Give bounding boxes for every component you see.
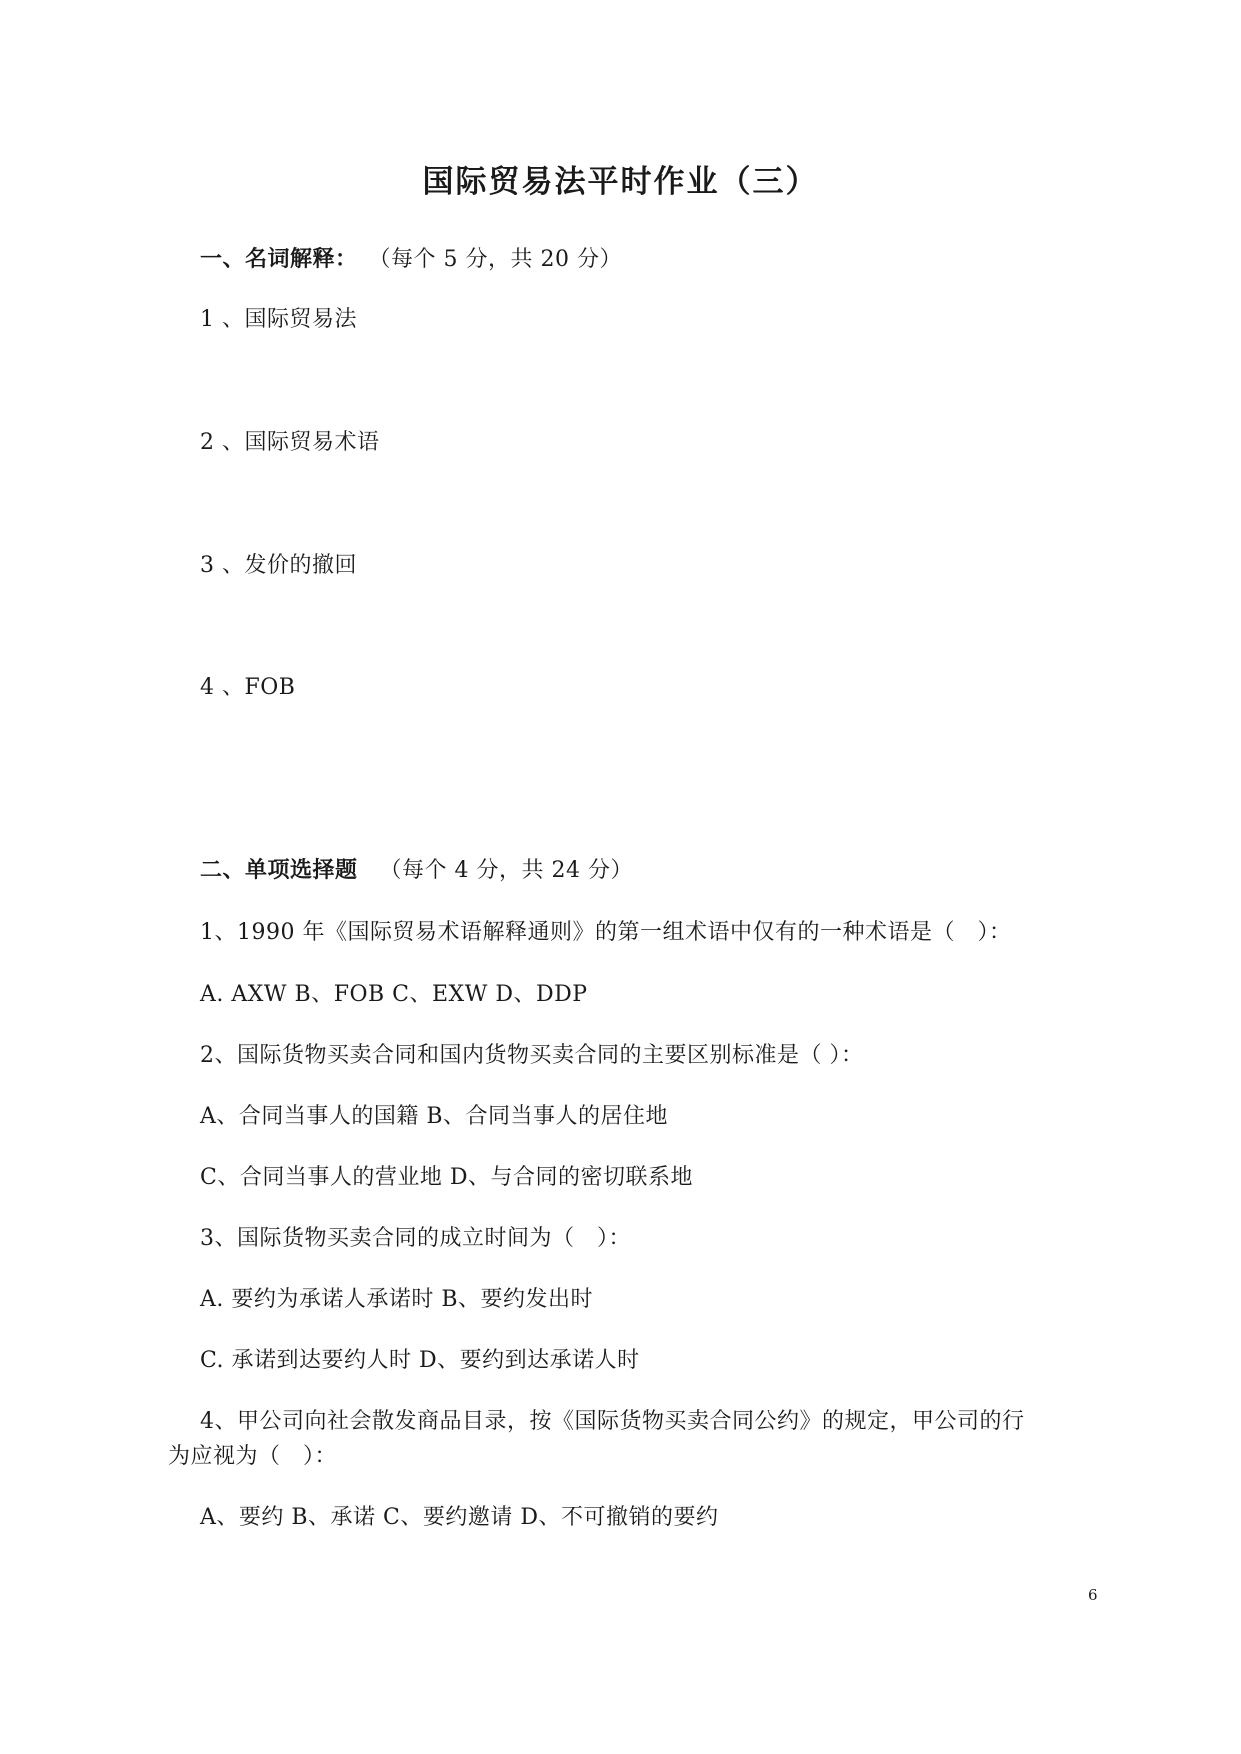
question-3-options-ab: A. 要约为承诺人承诺时 B、要约发出时	[200, 1287, 594, 1312]
question-4-continued: 为应视为（ ）：	[168, 1444, 338, 1469]
question-1: 1、1990 年《国际贸易术语解释通则》的第一组术语中仅有的一种术语是（ ）：	[200, 920, 1012, 945]
question-1-options: A. AXW B、FOB C、EXW D、DDP	[200, 982, 588, 1007]
section2-score-note: （每个 4 分，共 24 分）	[379, 858, 633, 883]
section1-score-note: （每个 5 分，共 20 分）	[379, 247, 622, 272]
term-item-2: 2 、国际贸易术语	[200, 430, 380, 455]
question-4: 4、甲公司向社会散发商品目录，按《国际货物买卖合同公约》的规定，甲公司的行	[200, 1409, 1025, 1434]
section1-heading-row	[200, 245, 622, 275]
question-2-options-cd: C、合同当事人的营业地 D、与合同的密切联系地	[200, 1165, 693, 1190]
section1-heading: 一、名词解释：	[200, 247, 358, 272]
page-number: 6	[1088, 1586, 1098, 1604]
section2-heading-row	[200, 856, 633, 886]
section2-heading: 二、单项选择题	[200, 858, 358, 883]
question-3: 3、国际货物买卖合同的成立时间为（ ）：	[200, 1226, 631, 1251]
term-item-1: 1 、国际贸易法	[200, 307, 357, 332]
document-title: 国际贸易法平时作业（三）	[422, 164, 819, 200]
question-3-options-cd: C. 承诺到达要约人时 D、要约到达承诺人时	[200, 1348, 640, 1373]
question-2: 2、国际货物买卖合同和国内货物买卖合同的主要区别标准是（ ）：	[200, 1043, 864, 1068]
term-item-4: 4 、FOB	[200, 675, 296, 700]
term-item-3: 3 、发价的撤回	[200, 553, 357, 578]
question-2-options-ab: A、合同当事人的国籍 B、合同当事人的居住地	[200, 1104, 669, 1129]
question-4-options: A、要约 B、承诺 C、要约邀请 D、不可撤销的要约	[200, 1505, 719, 1530]
